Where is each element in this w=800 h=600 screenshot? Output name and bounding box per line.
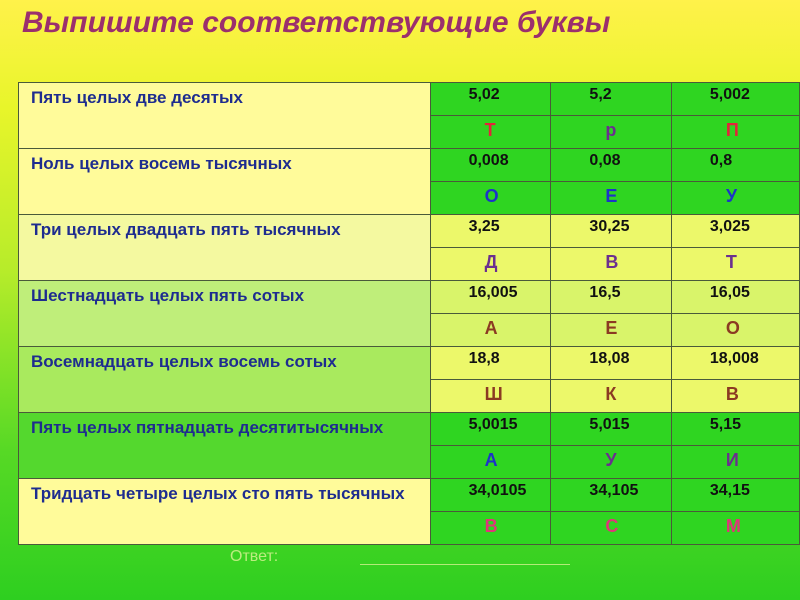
row-label: Шестнадцать целых пять сотых [19,281,431,347]
number-cell: 5,02 [430,83,551,116]
letter-cell: У [551,446,671,479]
number-cell: 30,25 [551,215,671,248]
letter-cell: Е [551,314,671,347]
letter-cell: К [551,380,671,413]
letter-cell: О [430,182,551,215]
letter-cell: О [671,314,799,347]
letter-cell: Т [430,116,551,149]
matching-table [18,82,800,545]
table-row [19,479,800,512]
table-row [19,281,800,314]
row-label: Пять целых пятнадцать десятитысячных [19,413,431,479]
number-cell: 16,5 [551,281,671,314]
letter-cell: П [671,116,799,149]
letter-cell: М [671,512,799,545]
table-row [19,347,800,380]
letter-cell: В [671,380,799,413]
number-cell: 3,025 [671,215,799,248]
letter-cell: Е [551,182,671,215]
number-cell: 18,08 [551,347,671,380]
table-row [19,413,800,446]
letter-cell: Д [430,248,551,281]
number-cell: 18,8 [430,347,551,380]
row-label: Восемнадцать целых восемь сотых [19,347,431,413]
letter-cell: Ш [430,380,551,413]
letter-cell: А [430,446,551,479]
row-label: Три целых двадцать пять тысячных [19,215,431,281]
number-cell: 0,08 [551,149,671,182]
row-label: Пять целых две десятых [19,83,431,149]
row-label: Тридцать четыре целых сто пять тысячных [19,479,431,545]
table-row [19,215,800,248]
number-cell: 0,008 [430,149,551,182]
answer-line [360,564,570,565]
number-cell: 5,015 [551,413,671,446]
number-cell: 0,8 [671,149,799,182]
row-label: Ноль целых восемь тысячных [19,149,431,215]
table-row [19,149,800,182]
number-cell: 34,15 [671,479,799,512]
letter-cell: С [551,512,671,545]
number-cell: 5,0015 [430,413,551,446]
table-row [19,83,800,116]
answer-label: Ответ: [230,548,279,565]
number-cell: 34,0105 [430,479,551,512]
letter-cell: Т [671,248,799,281]
page-title: Выпишите соответствующие буквы [22,6,611,39]
letter-cell: И [671,446,799,479]
number-cell: 16,05 [671,281,799,314]
number-cell: 5,002 [671,83,799,116]
number-cell: 5,15 [671,413,799,446]
number-cell: 34,105 [551,479,671,512]
letter-cell: р [551,116,671,149]
number-cell: 5,2 [551,83,671,116]
number-cell: 16,005 [430,281,551,314]
letter-cell: А [430,314,551,347]
letter-cell: В [430,512,551,545]
letter-cell: У [671,182,799,215]
letter-cell: В [551,248,671,281]
number-cell: 3,25 [430,215,551,248]
number-cell: 18,008 [671,347,799,380]
